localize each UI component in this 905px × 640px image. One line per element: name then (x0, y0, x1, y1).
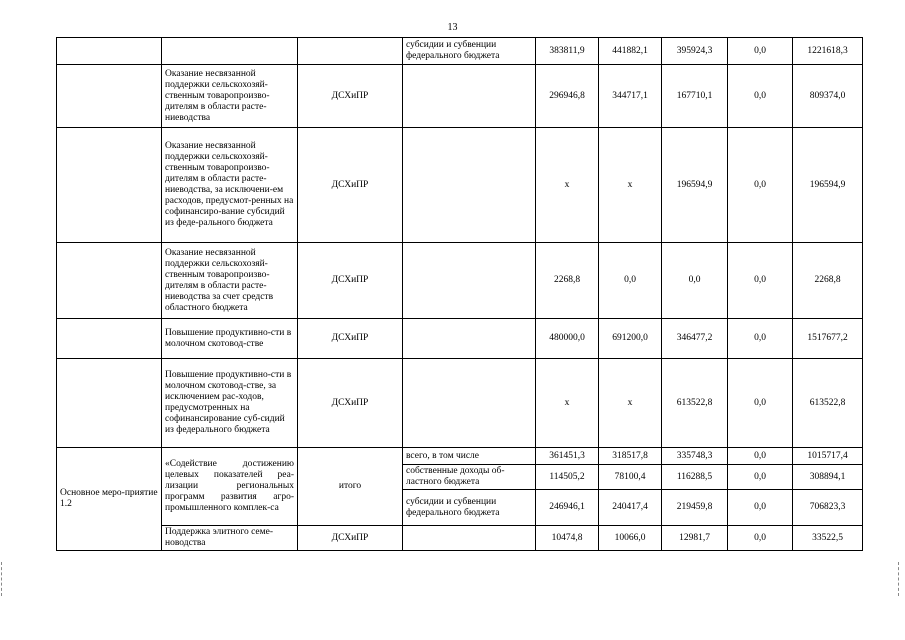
activity-cell (57, 38, 162, 65)
value-cell: 346477,2 (662, 319, 728, 359)
executor-cell: итого (298, 448, 403, 526)
name-cell: Поддержка элитного семе-новодства (162, 526, 298, 551)
value-cell: 318517,8 (599, 448, 662, 465)
total-cell: 196594,9 (793, 128, 863, 243)
total-cell: 809374,0 (793, 65, 863, 128)
table-row (57, 526, 863, 551)
name-cell (162, 38, 298, 65)
value-cell: 361451,3 (536, 448, 599, 465)
value-cell: х (536, 359, 599, 448)
source-cell (403, 65, 536, 128)
value-cell: х (599, 128, 662, 243)
value-cell: 335748,3 (662, 448, 728, 465)
value-cell: 480000,0 (536, 319, 599, 359)
name-cell: Повышение продуктивно-сти в молочном скотовод-стве, за исключением рас-ходов, предусмотренных на софинансирование суб-сидий из федерального бюджета (162, 359, 298, 448)
source-cell (403, 526, 536, 551)
table-row (57, 128, 863, 243)
value-cell: 0,0 (728, 65, 793, 128)
executor-cell (298, 38, 403, 65)
page-number: 13 (447, 22, 458, 33)
value-cell: 78100,4 (599, 465, 662, 490)
budget-table (56, 37, 863, 551)
scan-edge-mark-right (898, 562, 902, 596)
table-row (57, 38, 863, 65)
name-cell: Оказание несвязанной поддержки сельскохозяй-ственным товаропроизво-дителям в области расте-ниеводства за счет средств областного бюджета (162, 243, 298, 319)
value-cell: 116288,5 (662, 465, 728, 490)
source-cell (403, 243, 536, 319)
value-cell: 0,0 (728, 128, 793, 243)
table-row (57, 319, 863, 359)
source-cell (403, 128, 536, 243)
activity-cell (57, 359, 162, 448)
value-cell: 0,0 (728, 526, 793, 551)
value-cell: 395924,3 (662, 38, 728, 65)
activity-cell: Основное меро-приятие 1.2 (57, 448, 162, 551)
source-cell (403, 319, 536, 359)
total-cell: 706823,3 (793, 490, 863, 526)
value-cell: 196594,9 (662, 128, 728, 243)
value-cell: 613522,8 (662, 359, 728, 448)
value-cell: 0,0 (728, 38, 793, 65)
value-cell: х (536, 128, 599, 243)
value-cell: 383811,9 (536, 38, 599, 65)
total-cell: 33522,5 (793, 526, 863, 551)
value-cell: 114505,2 (536, 465, 599, 490)
table-row (57, 359, 863, 448)
value-cell: 441882,1 (599, 38, 662, 65)
value-cell: 10474,8 (536, 526, 599, 551)
total-cell: 613522,8 (793, 359, 863, 448)
name-cell: Оказание несвязанной поддержки сельскохозяй-ственным товаропроизво-дителям в области расте-ниеводства (162, 65, 298, 128)
value-cell: х (599, 359, 662, 448)
table-row (57, 65, 863, 128)
value-cell: 0,0 (662, 243, 728, 319)
value-cell: 167710,1 (662, 65, 728, 128)
value-cell: 0,0 (728, 359, 793, 448)
value-cell: 0,0 (728, 490, 793, 526)
value-cell: 219459,8 (662, 490, 728, 526)
total-cell: 2268,8 (793, 243, 863, 319)
value-cell: 0,0 (599, 243, 662, 319)
value-cell: 0,0 (728, 243, 793, 319)
value-cell: 691200,0 (599, 319, 662, 359)
executor-cell: ДСХиПР (298, 128, 403, 243)
value-cell: 2268,8 (536, 243, 599, 319)
executor-cell: ДСХиПР (298, 526, 403, 551)
table-row (57, 448, 863, 465)
value-cell: 0,0 (728, 319, 793, 359)
total-cell: 1015717,4 (793, 448, 863, 465)
activity-cell (57, 65, 162, 128)
value-cell: 12981,7 (662, 526, 728, 551)
value-cell: 0,0 (728, 465, 793, 490)
value-cell: 344717,1 (599, 65, 662, 128)
name-cell: «Содействие достижению целевых показателей реа-лизации региональных программ развития агро-промышленного комплек-са (162, 448, 298, 526)
executor-cell: ДСХиПР (298, 319, 403, 359)
executor-cell: ДСХиПР (298, 65, 403, 128)
value-cell: 0,0 (728, 448, 793, 465)
source-cell: субсидии и субвенции федерального бюджета (403, 490, 536, 526)
activity-cell (57, 319, 162, 359)
name-cell: Оказание несвязанной поддержки сельскохозяй-ственным товаропроизво-дителям в области расте-ниеводства, за исключени-ем расходов, предусмот-ренных на софинансиро-вание субсидий из феде-рального бюджета (162, 128, 298, 243)
value-cell: 10066,0 (599, 526, 662, 551)
source-cell (403, 359, 536, 448)
name-cell: Повышение продуктивно-сти в молочном скотовод-стве (162, 319, 298, 359)
source-cell: субсидии и субвенции федерального бюджета (403, 38, 536, 65)
executor-cell: ДСХиПР (298, 243, 403, 319)
value-cell: 296946,8 (536, 65, 599, 128)
source-cell: всего, в том числе (403, 448, 536, 465)
executor-cell: ДСХиПР (298, 359, 403, 448)
value-cell: 246946,1 (536, 490, 599, 526)
activity-cell (57, 243, 162, 319)
total-cell: 1221618,3 (793, 38, 863, 65)
activity-cell (57, 128, 162, 243)
source-cell: собственные доходы об-ластного бюджета (403, 465, 536, 490)
table-row (57, 243, 863, 319)
value-cell: 240417,4 (599, 490, 662, 526)
scan-edge-mark-left (1, 562, 5, 596)
total-cell: 1517677,2 (793, 319, 863, 359)
total-cell: 308894,1 (793, 465, 863, 490)
